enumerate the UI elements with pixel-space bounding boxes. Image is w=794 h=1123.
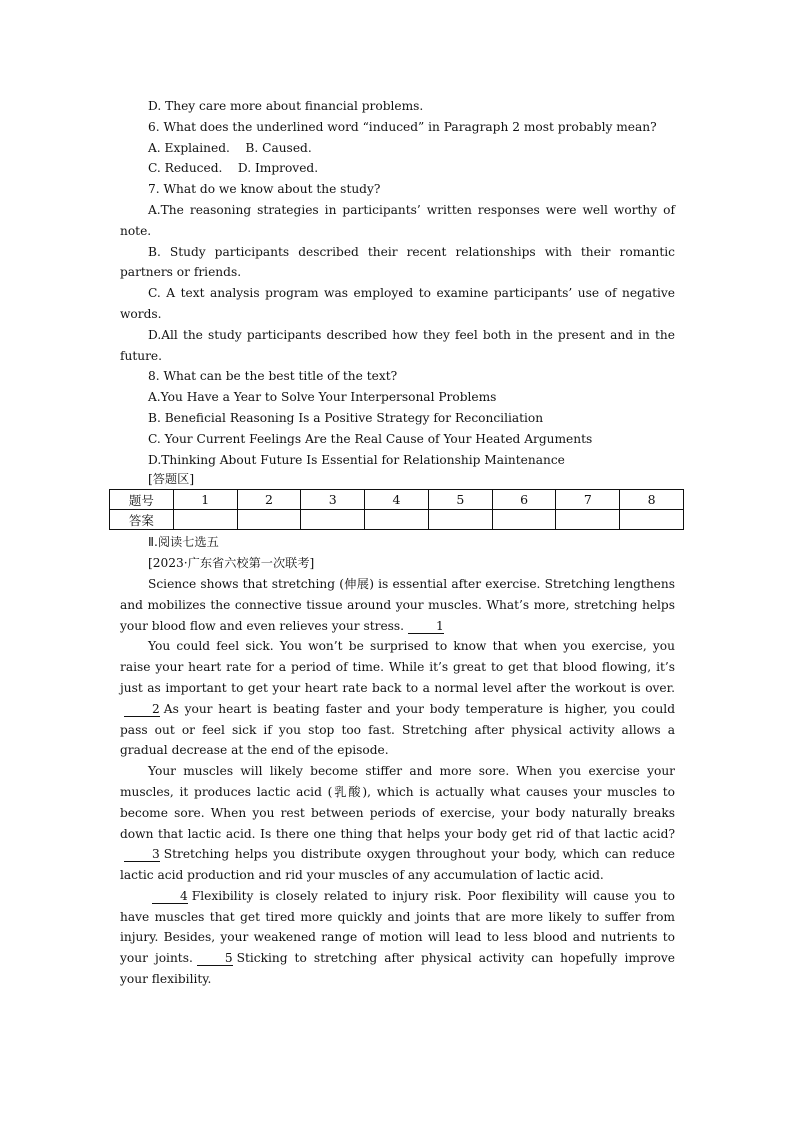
paragraph-4-text-a: Flexibility is closely related to injury risk. Poor flexibility will cause you to have muscles that get tired more quickly and joints that are more likely to suffer from injury. Besides, your weakened range of motion will lead to less blood and nutrients to your joints. xyxy=(120,888,675,966)
blank-5[interactable]: 5 xyxy=(197,951,233,966)
answer-table xyxy=(109,489,684,530)
q8-option-c: C. Your Current Feelings Are the Real Cause of Your Heated Arguments xyxy=(148,431,593,446)
q7-option-c: C. A text analysis program was employed to examine participants’ use of negative words. xyxy=(120,286,675,321)
source-line: [2023·广东省六校第一次联考] xyxy=(148,556,315,571)
question-number-cell: 2 xyxy=(237,490,301,510)
answer-cell[interactable] xyxy=(237,510,301,530)
q7-option-a: A.The reasoning strategies in participants’ written responses were well worthy of note. xyxy=(120,202,675,238)
q7-stem: 7. What do we know about the study? xyxy=(148,182,381,197)
q6-options-cd: C. Reduced. D. Improved. xyxy=(148,161,319,176)
paragraph-2 xyxy=(120,636,675,761)
q5-option-d: D. They care more about financial problems. xyxy=(148,99,424,113)
question-number-cell: 5 xyxy=(428,490,492,510)
q8-option-d: D.Thinking About Future Is Essential for Relationship Maintenance xyxy=(148,452,565,467)
question-number-cell: 8 xyxy=(620,490,684,510)
answer-cell[interactable] xyxy=(556,510,620,530)
q6-stem-pre: 6. What does the underlined word xyxy=(148,119,363,134)
paragraph-2-text-b: As your heart is beating faster and your body temperature is higher, you could pass out or feel sick if you stop too fast. Stretching after physical activity allows a gradual decrease at the end of the episode. xyxy=(120,701,675,758)
answer-cell[interactable] xyxy=(620,510,684,530)
q6-underlined-word: “induced” xyxy=(362,119,425,134)
question-number-cell: 6 xyxy=(492,490,556,510)
document-page xyxy=(120,96,675,990)
paragraph-3 xyxy=(120,761,675,886)
answer-cell[interactable] xyxy=(492,510,556,530)
q6-stem-post: in Paragraph 2 most probably mean? xyxy=(424,119,657,134)
q6-stem xyxy=(120,117,675,138)
answer-cell[interactable] xyxy=(173,510,237,530)
answer-area-label: [答题区] xyxy=(148,472,195,487)
q7-option-d: D.All the study participants described how they feel both in the present and in the future. xyxy=(120,327,675,363)
paragraph-1-text: Science shows that stretching (伸展) is essential after exercise. Stretching lengthens and mobilizes the connective tissue around your muscles. What’s more, stretching helps your blood flow and even relieves your stress. xyxy=(120,576,675,633)
paragraph-4-text-b: Sticking to stretching after physical activity can hopefully improve your flexibility. xyxy=(120,951,675,987)
question-number-cell: 1 xyxy=(173,490,237,510)
q8-stem: 8. What can be the best title of the text? xyxy=(148,369,398,384)
answer-cell[interactable] xyxy=(301,510,365,530)
paragraph-3-text-b: Stretching helps you distribute oxygen throughout your body, which can reduce lactic acid production and rid your muscles of any accumulation of lactic acid. xyxy=(120,847,675,883)
section-title: Ⅱ.阅读七选五 xyxy=(148,535,219,550)
q8-option-a: A.You Have a Year to Solve Your Interpersonal Problems xyxy=(148,390,497,405)
blank-2[interactable]: 2 xyxy=(124,702,160,717)
blank-1[interactable]: 1 xyxy=(408,619,444,634)
blank-4[interactable]: 4 xyxy=(152,889,188,904)
answer-table-row-header: 答案 xyxy=(110,510,174,530)
paragraph-2-text-a: You could feel sick. You won’t be surprised to know that when you exercise, you raise your heart rate for a period of time. While it’s great to get that blood flowing, it’s just as important to get your heart rate back to a normal level after the workout is over. xyxy=(120,639,675,695)
paragraph-4 xyxy=(120,886,675,990)
answer-table-answer-row xyxy=(110,510,684,530)
blank-3[interactable]: 3 xyxy=(124,847,160,862)
answer-table-row-header: 题号 xyxy=(110,490,174,510)
answer-cell[interactable] xyxy=(365,510,429,530)
q8-option-b: B. Beneficial Reasoning Is a Positive Strategy for Reconciliation xyxy=(148,410,544,425)
question-number-cell: 4 xyxy=(365,490,429,510)
paragraph-1 xyxy=(120,574,675,636)
question-number-cell: 7 xyxy=(556,490,620,510)
answer-cell[interactable] xyxy=(428,510,492,530)
q6-options-ab: A. Explained. B. Caused. xyxy=(148,140,312,155)
question-number-cell: 3 xyxy=(301,490,365,510)
paragraph-3-text-a: Your muscles will likely become stiffer and more sore. When you exercise your muscles, it produces lactic acid (乳酸), which is actually what causes your muscles to become sore. When you rest between periods of exercise, your body naturally breaks down that lactic acid. Is there one thing that helps your body get rid of that lactic acid? xyxy=(120,764,675,841)
q7-option-b: B. Study participants described their recent relationships with their romantic partners or friends. xyxy=(120,244,675,280)
answer-table-number-row xyxy=(110,490,684,510)
